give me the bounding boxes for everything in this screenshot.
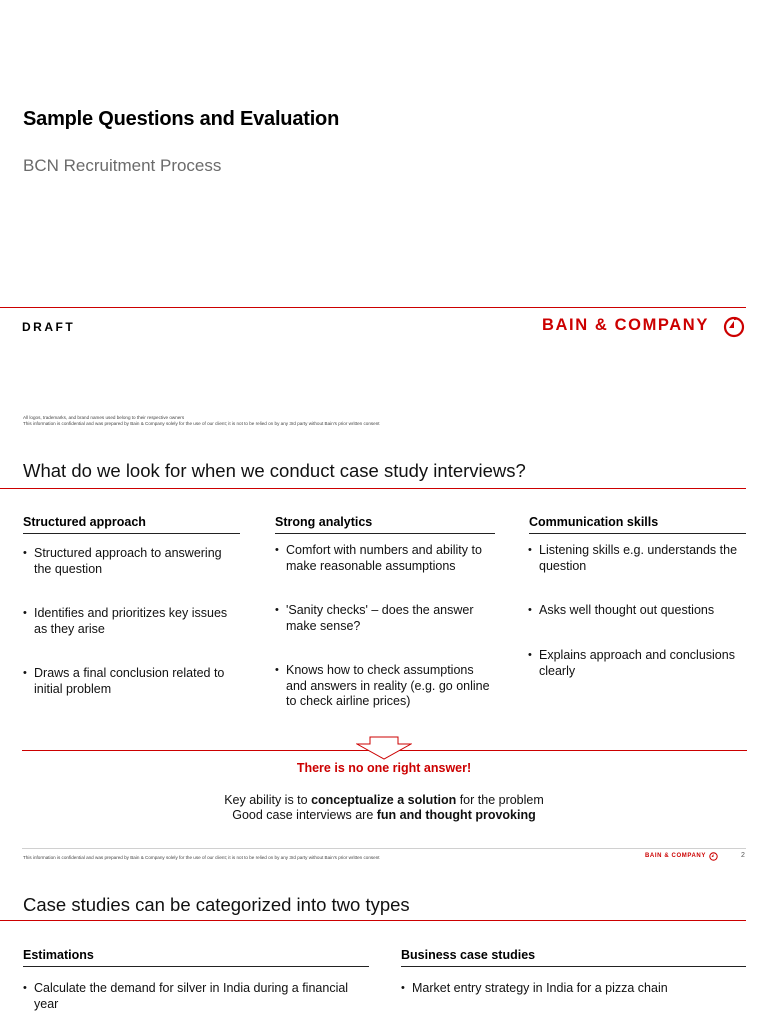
- column-rule: [23, 533, 240, 534]
- bain-logo-icon: [723, 316, 745, 338]
- key-ability-line: [0, 793, 768, 807]
- callout-text: There is no one right answer!: [296, 761, 472, 775]
- slide2-title-rule: [0, 488, 746, 489]
- column-rule: [275, 533, 495, 534]
- good-interviews-pre: Good case interviews are: [232, 808, 377, 822]
- page-number: 2: [741, 852, 745, 859]
- bain-logo-small-icon: [709, 852, 718, 861]
- key-ability-pre: Key ability is to: [224, 793, 312, 807]
- bullet-item: • Calculate the demand for silver in India during a financial year: [23, 981, 369, 1012]
- bullet-item: • Draws a final conclusion related to initial problem: [23, 666, 238, 697]
- bullet-item: • Listening skills e.g. understands the question: [528, 543, 754, 574]
- key-ability-bold: conceptualize a solution: [311, 793, 457, 807]
- bullet-item: • Explains approach and conclusions clearly: [528, 648, 754, 679]
- column-heading-communication: Communication skills: [529, 515, 659, 529]
- column-heading-estimations: Estimations: [23, 948, 94, 962]
- slide3-title-rule: [0, 920, 746, 921]
- good-interviews-line: [0, 808, 768, 822]
- bullet-item: • Market entry strategy in India for a pizza chain: [401, 981, 746, 997]
- draft-label: DRAFT: [22, 320, 76, 334]
- good-interviews-bold: fun and thought provoking: [376, 808, 536, 822]
- column-heading-structured: Structured approach: [23, 515, 146, 529]
- bullet-item: • 'Sanity checks' – does the answer make sense?: [275, 603, 497, 634]
- slide3-title: Case studies can be categorized into two types: [23, 894, 410, 915]
- slide2-footer-disclaimer: This information is confidential and was prepared by Bain & Company solely for the use of our client; it is not to be relied on by any 3rd party without Bain's prior written consent: [23, 855, 380, 860]
- column-heading-analytics: Strong analytics: [275, 515, 373, 529]
- bullet-item: • Comfort with numbers and ability to make reasonable assumptions: [275, 543, 497, 574]
- down-arrow-icon: [356, 736, 412, 760]
- bullet-item: • Asks well thought out questions: [528, 603, 754, 619]
- bullet-item: • Structured approach to answering the question: [23, 546, 238, 577]
- slide1-red-rule: [0, 307, 746, 308]
- bullet-item: • Knows how to check assumptions and answers in reality (e.g. go online to check airline prices): [275, 663, 497, 710]
- slide1-subtitle: BCN Recruitment Process: [23, 156, 222, 175]
- column-rule: [529, 533, 746, 534]
- column-rule: [23, 966, 369, 967]
- slide1-title: Sample Questions and Evaluation: [23, 108, 340, 130]
- slide1-disclaimer-1: All logos, trademarks, and brand names used belong to their respective owners: [23, 415, 185, 420]
- bain-logo-small-text: BAIN & COMPANY: [645, 853, 706, 859]
- slide2-title: What do we look for when we conduct case study interviews?: [23, 460, 526, 481]
- key-ability-post: for the problem: [456, 793, 544, 807]
- footer-rule: [22, 848, 746, 849]
- column-rule: [401, 966, 746, 967]
- bullet-item: • Identifies and prioritizes key issues as they arise: [23, 606, 238, 637]
- column-heading-business-cases: Business case studies: [401, 948, 536, 962]
- slide1-disclaimer-2: This information is confidential and was prepared by Bain & Company solely for the use of our client; it is not to be relied on by any 3rd party without Bain's prior written consent: [23, 421, 380, 426]
- bain-logo-text: BAIN & COMPANY: [542, 316, 709, 334]
